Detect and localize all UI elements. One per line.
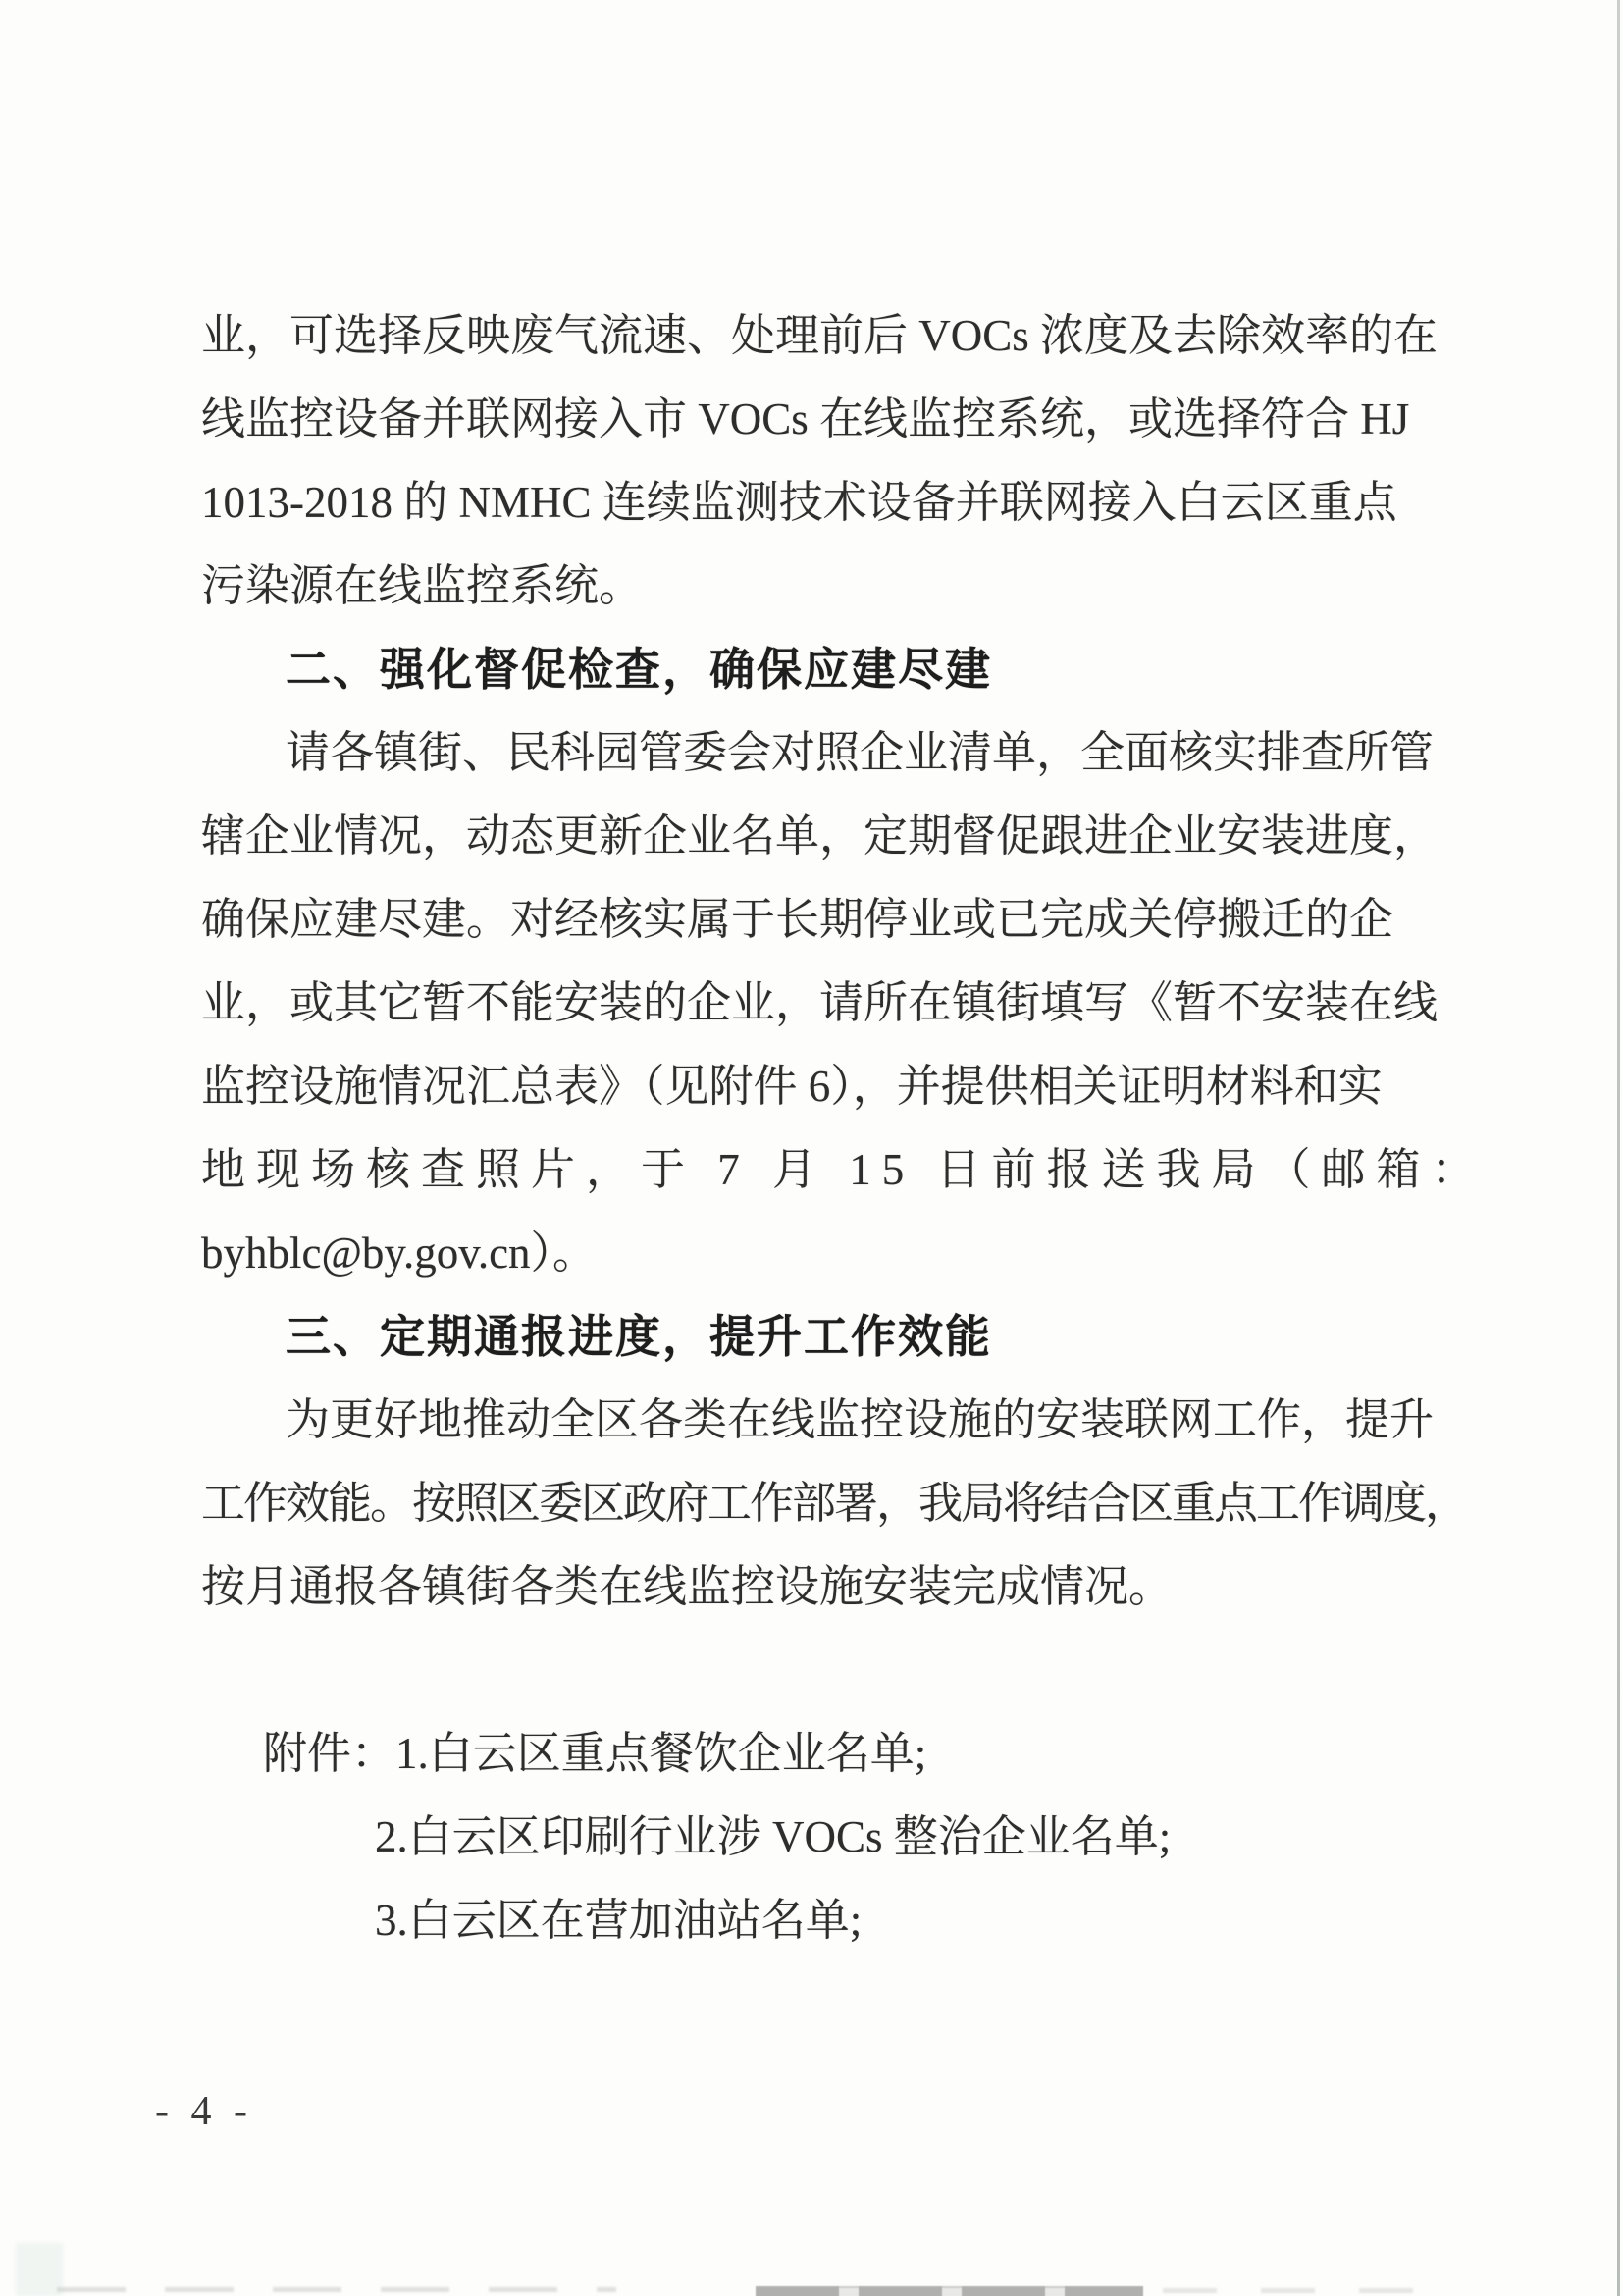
paragraph1-line3: 1013-2018 的 NMHC 连续监测技术设备并联网接入白云区重点 [201, 478, 1397, 527]
paragraph2-line2: 辖企业情况，动态更新企业名单，定期督促跟进企业安装进度， [201, 811, 1439, 861]
paragraph3-line1: 为更好地推动全区各类在线监控设施的安装联网工作，提升 [286, 1395, 1435, 1444]
scan-artifact-bottom-dashes-middle [756, 2286, 1143, 2296]
attachment-label: 附件： [263, 1729, 396, 1778]
paragraph2-line7-email: byhblc@by.gov.cn）。 [201, 1228, 598, 1278]
scan-artifact-bottom-left-smudge [16, 2243, 63, 2296]
attachment-list-line1 [201, 1712, 1428, 1796]
paragraph2-line4: 业，或其它暂不能安装的企业，请所在镇街填写《暂不安装在线 [201, 978, 1439, 1027]
blank-line [201, 1629, 1428, 1712]
scan-artifact-right-edge-line [1617, 0, 1620, 2296]
paragraph1-line1: 业，可选择反映废气流速、处理前后 VOCs 浓度及去除效率的在 [201, 311, 1439, 360]
paragraph2-line6: 地现场核查照片，于 7 月 15 日前报送我局（邮箱： [201, 1145, 1487, 1194]
scan-artifact-bottom-dashes-right [1163, 2288, 1457, 2293]
paragraph2-line5: 监控设施情况汇总表》（见附件 6），并提供相关证明材料和实 [201, 1062, 1383, 1111]
paragraph1-line2: 线监控设备并联网接入市 VOCs 在线监控系统，或选择符合 HJ [201, 394, 1410, 444]
attachment-item-2: 2.白云区印刷行业涉 VOCs 整治企业名单; [375, 1812, 1172, 1861]
section-heading-2: 二、强化督促检查，确保应建尽建 [286, 644, 992, 695]
paragraph1-line4: 污染源在线监控系统。 [201, 561, 644, 610]
page-number: - 4 - [155, 2089, 253, 2134]
attachment-item-1: 1.白云区重点餐饮企业名单; [395, 1729, 927, 1778]
paragraph3-line2: 工作效能。按照区委区政府工作部署，我局将结合区重点工作调度， [201, 1479, 1468, 1528]
section-heading-3: 三、定期通报进度，提升工作效能 [286, 1311, 992, 1362]
scan-artifact-bottom-dashes-left [57, 2287, 616, 2292]
paragraph2-line3: 确保应建尽建。对经核实属于长期停业或已完成关停搬迁的企 [201, 895, 1394, 944]
attachment-item-3: 3.白云区在营加油站名单; [375, 1896, 863, 1945]
paragraph3-line3: 按月通报各镇街各类在线监控设施安装完成情况。 [201, 1562, 1174, 1611]
paragraph2-line1: 请各镇街、民科园管委会对照企业清单，全面核实排查所管 [286, 728, 1435, 777]
document-body [201, 294, 1487, 1962]
